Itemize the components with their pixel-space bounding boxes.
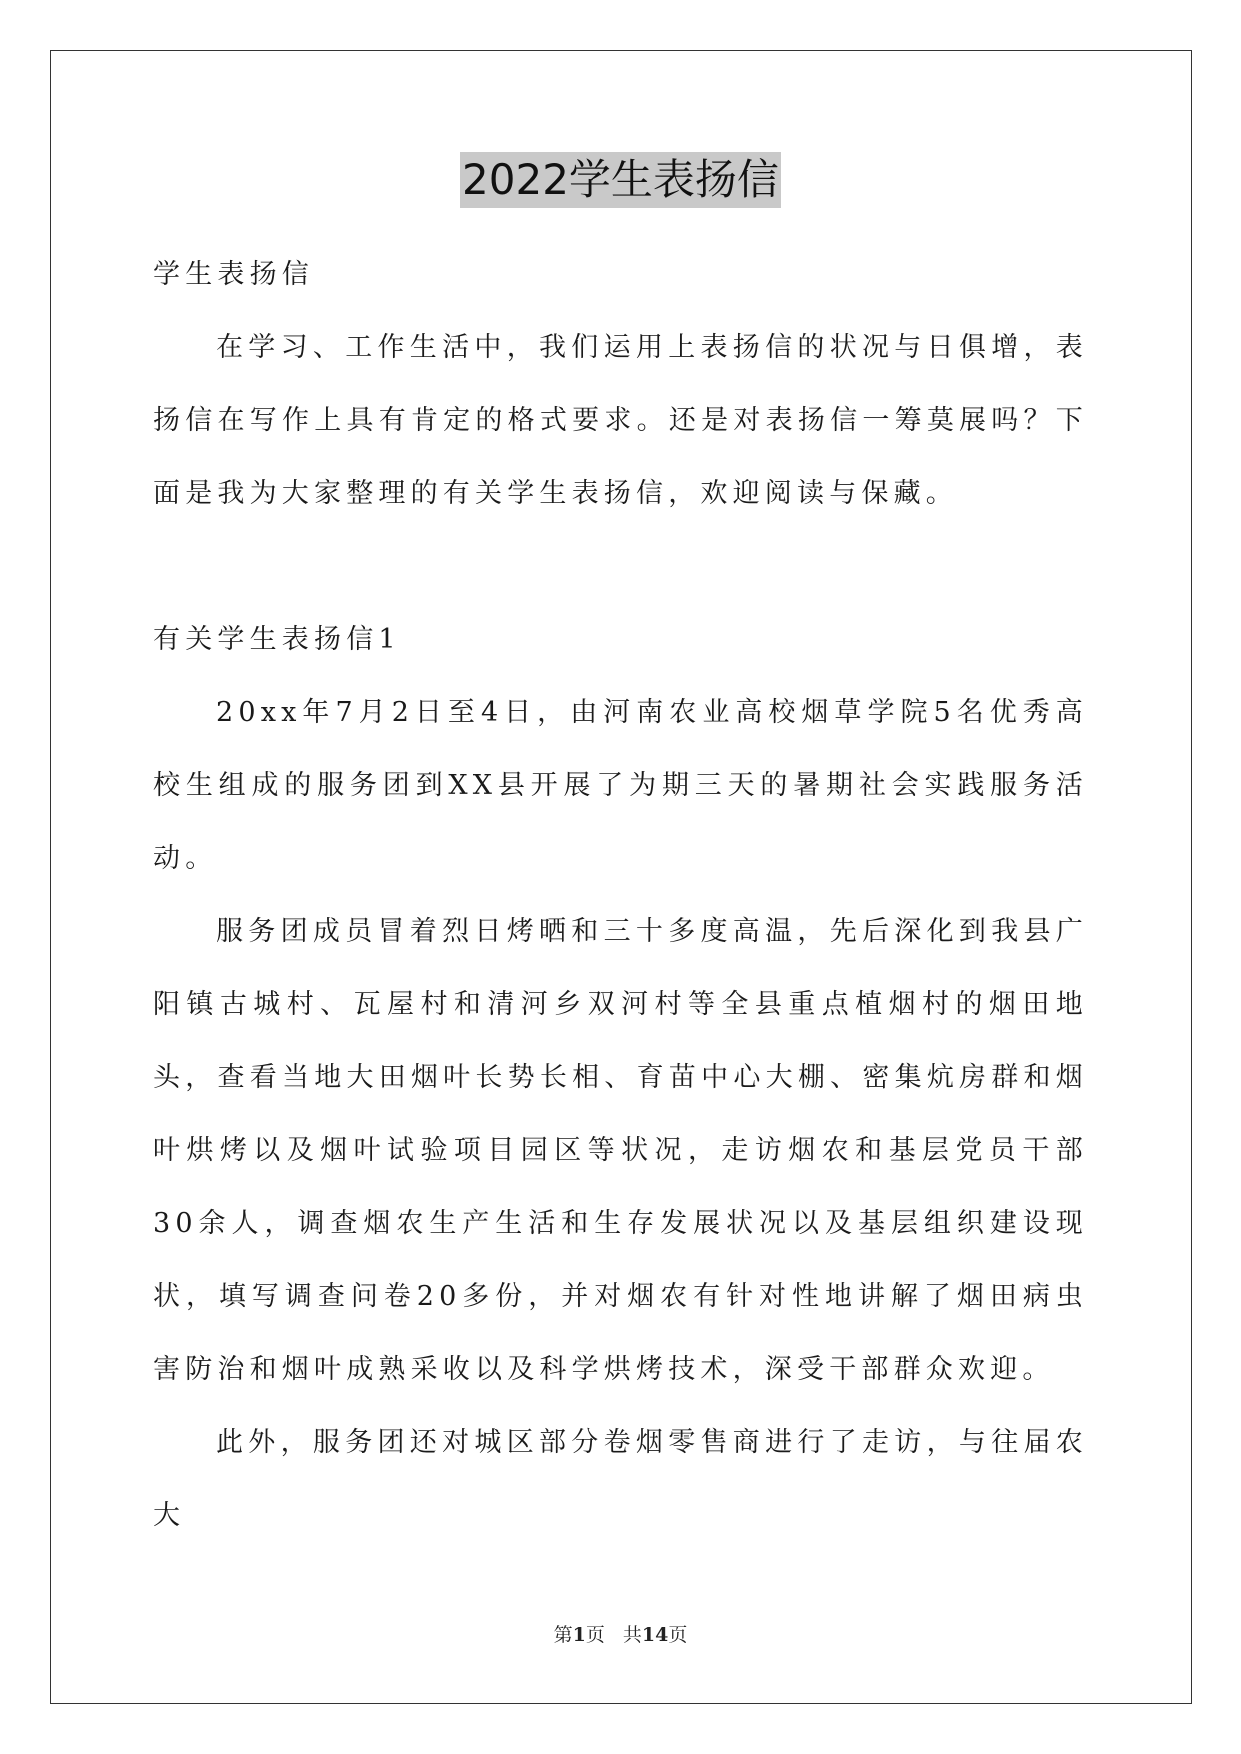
document-title: 2022学生表扬信	[460, 152, 781, 208]
total-prefix: 共	[622, 1624, 642, 1646]
title-container	[0, 152, 1241, 208]
page-total: 14	[641, 1624, 669, 1646]
heading-line: 学生表扬信	[153, 259, 314, 290]
paragraph-activities: 服务团成员冒着烈日烤晒和三十多度高温，先后深化到我县广阳镇古城村、瓦屋村和清河乡双河村等全县重点植烟村的烟田地头，查看当地大田烟叶长势长相、育苗中心大棚、密集炕房群和烟叶烘烤以及烟叶试验项目园区等状况，走访烟农和基层党员干部30余人，调查烟农生产生活和生存发展状况以及基层组织建设现状，填写调查问卷20多份，并对烟农有针对性地讲解了烟田病虫害防治和烟叶成熟采收以及科学烘烤技术，深受干部群众欢迎。	[153, 916, 1088, 1385]
paragraph-continued: 此外，服务团还对城区部分卷烟零售商进行了走访，与往届农大	[153, 1427, 1088, 1531]
page-prefix: 第	[553, 1624, 573, 1646]
section-heading: 有关学生表扬信1	[153, 624, 401, 655]
page-unit: 页	[585, 1624, 605, 1646]
page-footer	[0, 1620, 1241, 1647]
intro-paragraph: 在学习、工作生活中，我们运用上表扬信的状况与日俱增，表扬信在写作上具有肯定的格式要求。还是对表扬信一筹莫展吗？下面是我为大家整理的有关学生表扬信，欢迎阅读与保藏。	[153, 332, 1088, 509]
page-current: 1	[572, 1624, 586, 1646]
total-unit: 页	[668, 1624, 688, 1646]
document-body	[153, 238, 1088, 1552]
paragraph-event: 20xx年7月2日至4日，由河南农业高校烟草学院5名优秀高校生组成的服务团到XX县开展了为期三天的暑期社会实践服务活动。	[153, 697, 1088, 874]
